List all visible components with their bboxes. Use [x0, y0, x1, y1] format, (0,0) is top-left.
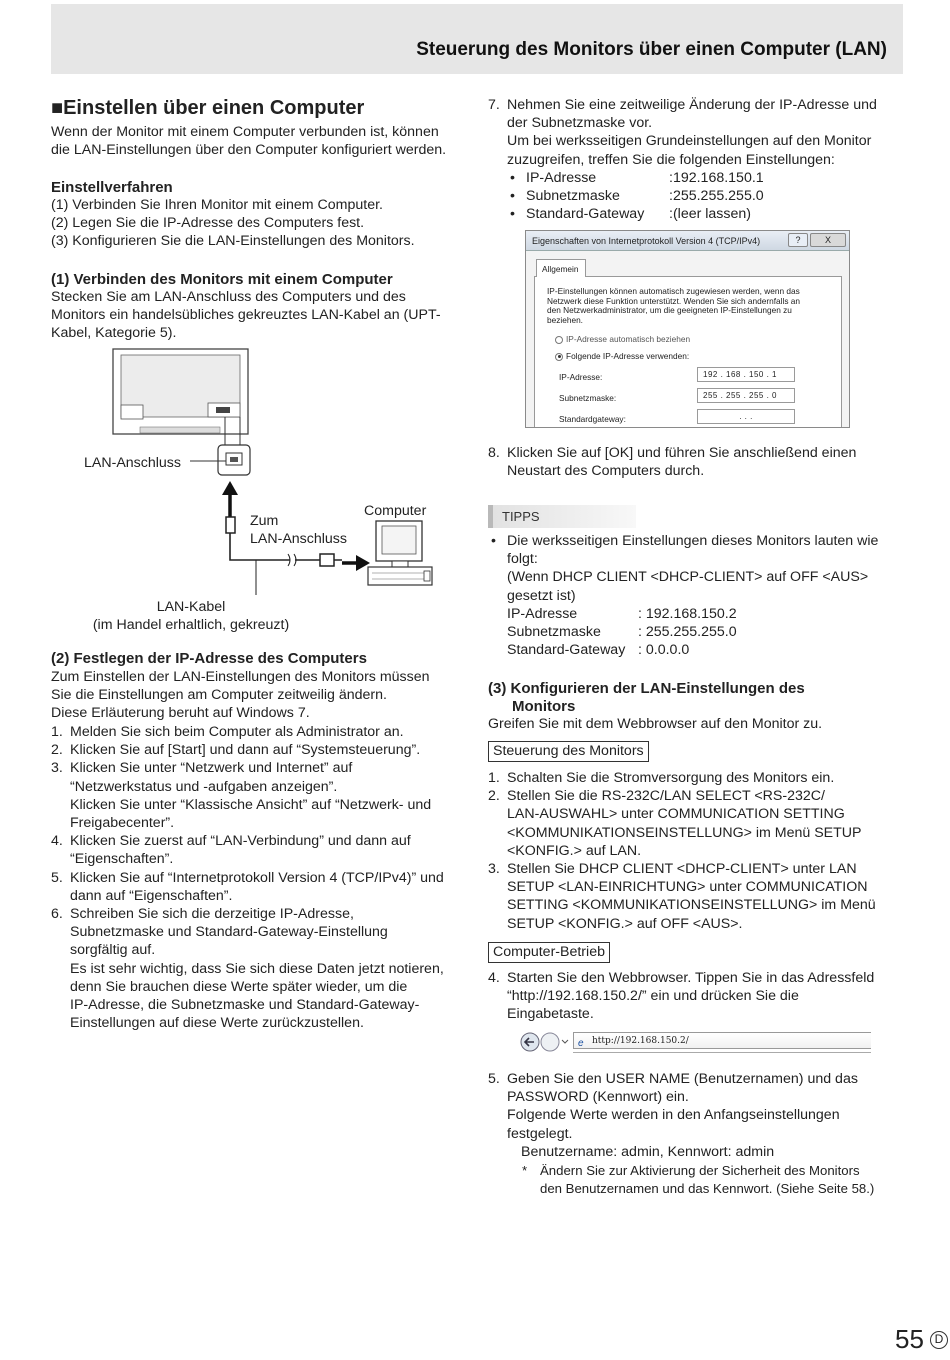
step3-heading: (3) Konfigurieren der LAN-Einstellungen des Monitors — [488, 680, 805, 715]
step1-heading: (1) Verbinden des Monitors mit einem Computer — [51, 271, 393, 288]
radio-selected-icon — [555, 353, 563, 361]
to-port-label: Zum LAN-Anschluss — [250, 513, 347, 548]
radio-manual-ip[interactable]: Folgende IP-Adresse verwenden: — [555, 351, 689, 361]
main-heading — [51, 96, 364, 120]
main-intro: Wenn der Monitor mit einem Computer verbunden ist, können die LAN-Einstellungen über den Computer konfiguriert werden. — [51, 124, 447, 159]
step3-intro: Greifen Sie mit dem Webbrowser auf den Monitor zu. — [488, 716, 823, 732]
list-item: 3. Stellen Sie DHCP CLIENT <DHCP-CLIENT> unter LAN SETUP <LAN-EINRICHTUNG> unter COMMUNICATION SETTING <KOMMUNIKATIONSEINSTELLUNG> im Menü SETUP <KONFIG.> auf OFF <AUS>. — [488, 861, 876, 932]
url-field[interactable] — [573, 1032, 871, 1049]
list-item: 5. Geben Sie den USER NAME (Benutzernamen) und das PASSWORD (Kennwort) ein. Folgende Werte werden in den Anfangseinstellungen festgelegt. — [488, 1071, 858, 1142]
connection-diagram — [80, 345, 460, 635]
ipv4-properties-dialog — [525, 230, 850, 428]
tips-settings: IP-Adresse : 192.168.150.2 Subnetzmaske : 255.255.255.0 Standard-Gateway : 0.0.0.0 — [507, 606, 737, 659]
list-item: • Subnetzmaske :255.255.255.0 — [507, 187, 764, 205]
tab-general[interactable]: Allgemein — [536, 259, 586, 277]
step1-body: Stecken Sie am LAN-Anschluss des Computers und des Monitors ein handelsübliches gekreuztes LAN-Kabel an (UPT- Kabel, Kategorie 5). — [51, 289, 441, 342]
credentials-text: Benutzername: admin, Kennwort: admin — [521, 1144, 775, 1160]
list-item: • Die werksseitigen Einstellungen dieses Monitors lauten wie folgt: (Wenn DHCP CLIENT <DHCP-CLIENT> auf OFF <AUS> gesetzt ist) — [488, 532, 878, 605]
page-title: Steuerung des Monitors über einen Computer (LAN) — [416, 39, 887, 60]
ip-address-field[interactable]: 192 . 168 . 150 . 1 — [697, 367, 795, 382]
cable-label: LAN-Kabel (im Handel erhaltlich, gekreuzt) — [92, 599, 290, 634]
step8-list — [488, 444, 856, 480]
procedure-heading: Einstellverfahren — [51, 179, 173, 196]
gateway-label: Standardgateway: — [559, 414, 626, 424]
list-item: 1. Schalten Sie die Stromversorgung des Monitors ein. — [488, 770, 835, 786]
dialog-title: Eigenschaften von Internetprotokoll Version 4 (TCP/IPv4) — [526, 231, 849, 251]
list-item: • Standard-Gateway :(leer lassen) — [507, 205, 764, 223]
list-item: 1. Melden Sie sich beim Computer als Administrator an. — [51, 724, 404, 740]
page-icon: e — [578, 1038, 584, 1049]
computer-illustration — [368, 521, 432, 585]
step2-heading: (2) Festlegen der IP-Adresse des Computers — [51, 650, 367, 667]
list-item: • IP-Adresse :192.168.150.1 — [507, 169, 764, 187]
security-note: * Ändern Sie zur Aktivierung der Sicherheit des Monitors den Benutzernamen und das Kennwort. (Siehe Seite 58.) — [522, 1163, 875, 1196]
procedure-steps: (1) Verbinden Sie Ihren Monitor mit einem Computer. (2) Legen Sie die IP-Adresse des Computers fest. (3) Konfigurieren Sie die LAN-Einstellungen des Monitors. — [51, 197, 415, 250]
step7-list — [488, 96, 877, 169]
step2-list — [51, 723, 444, 1032]
tips-list — [488, 532, 878, 605]
browser-nav-icons — [519, 1031, 569, 1053]
dialog-description: IP-Einstellungen können automatisch zugewiesen werden, wenn das Netzwerk diese Funktion unterstützt. Wenden Sie sich andernfalls an den Netzwerkadministrator, um die geeigneten IP-Einstellungen zu beziehen. — [547, 286, 801, 325]
radio-auto-ip[interactable]: IP-Adresse automatisch beziehen — [555, 334, 690, 344]
browser-address-bar — [519, 1029, 871, 1054]
list-item: 4. Starten Sie den Webbrowser. Tippen Sie in das Adressfeld “http://192.168.150.2/” ein und drücken Sie die Eingabetaste. — [488, 970, 875, 1023]
lan-port-label: LAN-Anschluss — [84, 455, 181, 471]
chevron-down-icon — [562, 1040, 568, 1043]
list-item: 8. Klicken Sie auf [OK] und führen Sie anschließend einen Neustart des Computers durch. — [488, 445, 857, 480]
computer-operation-box: Computer-Betrieb — [488, 942, 610, 963]
step7-settings — [507, 169, 764, 224]
list-item: 3. Klicken Sie unter “Netzwerk und Internet” auf “Netzwerkstatus und -aufgaben anzeigen”. Klicken Sie unter “Klassische Ansicht” auf “Netzwerk- und Freigabecenter”. — [51, 760, 432, 832]
close-button[interactable]: X — [810, 233, 846, 247]
url-text: http://192.168.150.2/ — [592, 1036, 689, 1046]
ip-label: IP-Adresse: — [559, 372, 603, 382]
subnet-mask-field[interactable]: 255 . 255 . 255 . 0 — [697, 388, 795, 403]
tips-label: TIPPS — [502, 509, 540, 524]
computer-label: Computer — [364, 503, 427, 519]
radio-icon — [555, 336, 563, 344]
page-number: 55 — [895, 1324, 924, 1354]
list-item: 6. Schreiben Sie sich die derzeitige IP-Adresse, Subnetzmaske und Standard-Gateway-Einstellung sorgfältig auf. Es ist sehr wichtig, dass Sie sich diese Daten jetzt notieren, denn Sie brauchen diese Werte später wieder, um die IP-Adresse, die Subnetzmaske und Standard-Gateway- Einstellungen auf diese Werte zurückzustellen. — [51, 906, 444, 1032]
help-button[interactable]: ? — [788, 233, 808, 247]
language-badge: D — [930, 1331, 948, 1349]
monitor-rear-illustration — [113, 349, 248, 434]
list-item: 2. Klicken Sie auf [Start] und dann auf “Systemsteuerung”. — [51, 742, 421, 759]
forward-icon — [541, 1033, 559, 1051]
list-item: 5. Klicken Sie auf “Internetprotokoll Version 4 (TCP/IPv4)” und dann auf “Eigenschaften”. — [51, 869, 444, 904]
main-heading-text: Einstellen über einen Computer — [63, 97, 365, 119]
step3-list-c — [488, 1070, 858, 1143]
monitor-control-box: Steuerung des Monitors — [488, 741, 649, 762]
list-item: 4. Klicken Sie zuerst auf “LAN-Verbindung” und dann auf “Eigenschaften”. — [51, 833, 411, 868]
dialog-panel — [534, 276, 842, 428]
subnet-label: Subnetzmaske: — [559, 393, 617, 403]
list-item: 2. Stellen Sie die RS-232C/LAN SELECT <RS-232C/ LAN-AUSWAHL> unter COMMUNICATION SETTING <KOMMUNIKATIONSEINSTELLUNG> im Menü SETUP <KONFIG.> auf LAN. — [488, 788, 862, 859]
square-bullet-icon: ■ — [51, 97, 64, 119]
step3-list-a — [488, 769, 876, 933]
gateway-field[interactable]: . . . — [697, 409, 795, 424]
cable-plug-icon — [226, 517, 235, 533]
arrow-up-icon — [222, 481, 238, 495]
step2-intro: Zum Einstellen der LAN-Einstellungen des Monitors müssen Sie die Einstellungen am Computer zeitweilig ändern. Diese Erläuterung beruht auf Windows 7. — [51, 669, 430, 722]
list-item: 7. Nehmen Sie eine zeitweilige Änderung der IP-Adresse und der Subnetzmaske vor. Um bei werksseitigen Grundeinstellungen auf den Monitor zuzugreifen, treffen Sie die folgenden Einstellungen: — [488, 97, 877, 168]
step3-list-b — [488, 969, 874, 1024]
